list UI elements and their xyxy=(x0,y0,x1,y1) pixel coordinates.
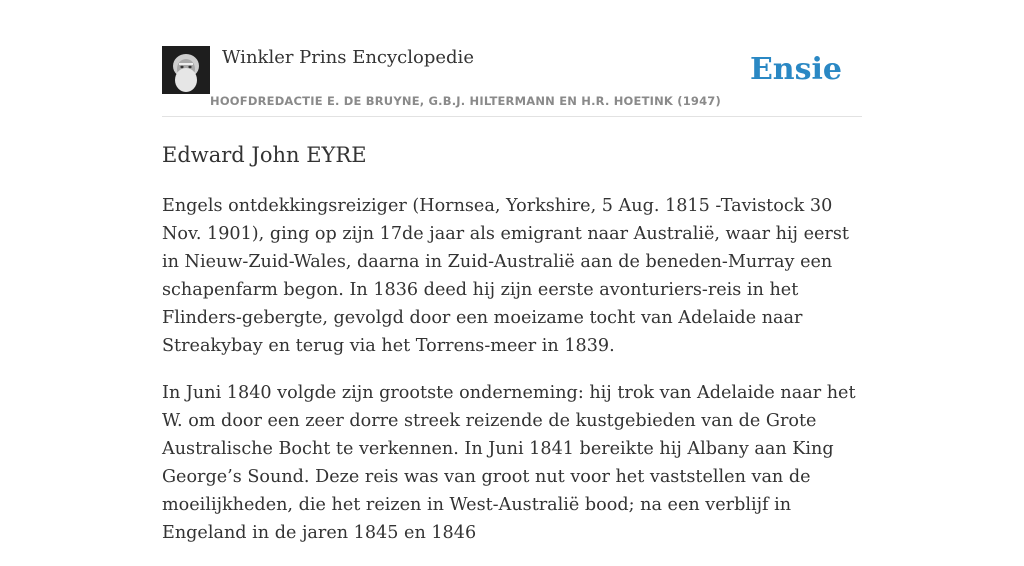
article-body xyxy=(162,192,868,566)
article-title: Edward John EYRE xyxy=(162,143,367,167)
site-header xyxy=(162,46,862,117)
brand-logo-link[interactable]: Ensie xyxy=(749,52,842,87)
article-paragraph: Engels ontdekkingsreiziger (Hornsea, Yorkshire, 5 Aug. 1815 -Tavistock 30 Nov. 1901), ging op zijn 17de jaar als emigrant naar Australië, waar hij eerst in Nieuw-Zuid-Wales, daarna in Zuid-Australië aan de beneden-Murray een schapenfarm begon. In 1836 deed hij zijn eerste avonturiers-reis in het Flinders-gebergte, gevolgd door een moeizame tocht van Adelaide naar Streakybay en terug via het Torrens-meer in 1839. xyxy=(162,196,849,356)
author-portrait xyxy=(162,46,210,94)
site-title[interactable]: Winkler Prins Encyclopedie xyxy=(222,47,474,68)
editorial-subtitle: HOOFDREDACTIE E. DE BRUYNE, G.B.J. HILTERMANN EN H.R. HOETINK (1947) xyxy=(210,94,721,108)
article-paragraph: In Juni 1840 volgde zijn grootste onderneming: hij trok van Adelaide naar het W. om door een zeer dorre streek reizende de kustgebieden van de Grote Australische Bocht te verkennen. In Juni 1841 bereikte hij Albany aan King George’s Sound. Deze reis was van groot nut voor het vaststellen van de moeilijkheden, die het reizen in West-Australië bood; na een verblijf in Engeland in de jaren 1845 en 1846 xyxy=(162,383,856,543)
portrait-image xyxy=(162,46,210,94)
